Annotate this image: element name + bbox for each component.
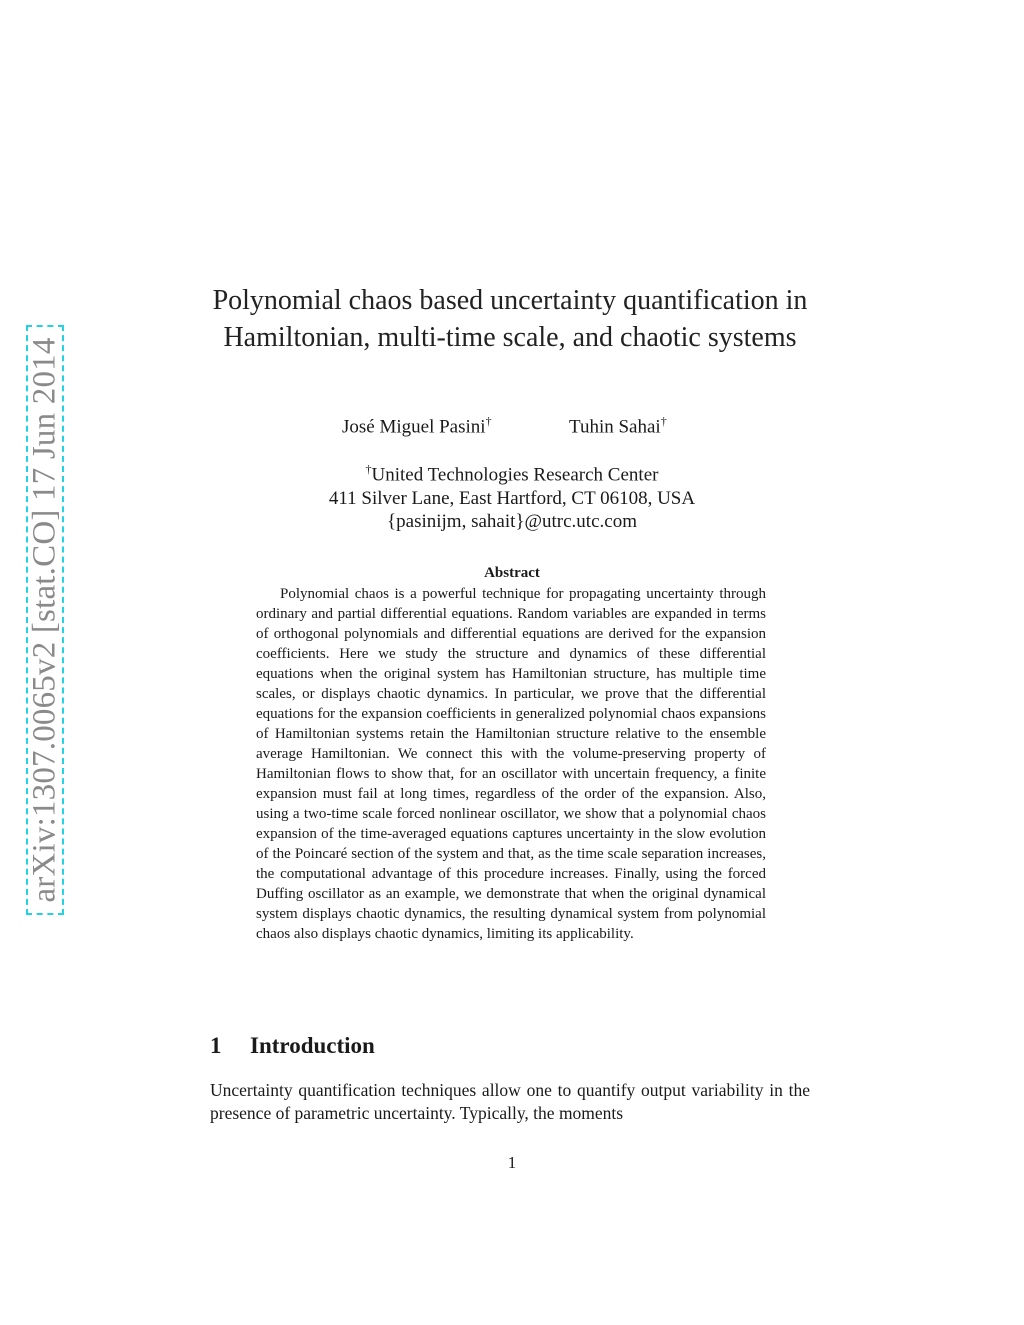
affiliation-mark: † bbox=[365, 462, 372, 476]
arxiv-id: arXiv:1307.0065v2 [stat.CO] 17 Jun 2014 bbox=[26, 337, 63, 903]
abstract-heading: Abstract bbox=[484, 565, 540, 581]
page-number: 1 bbox=[507, 1153, 517, 1172]
section-title: Introduction bbox=[250, 1033, 375, 1058]
abstract-text: Polynomial chaos is a powerful technique for propagating uncertainty through ordinary and partial differential equations. Random variables are expanded in terms of orthogonal polynomials and differential equations are derived for the expansion coefficients. Here we study the structure and dynamics of these differential equations when the original system has Hamiltonian structure, has multiple time scales, or displays chaotic dynamics. In particular, we prove that the differential equations for the expansion coefficients in generalized polynomial chaos expansions of Hamiltonian systems retain the Hamiltonian structure relative to the ensemble average Hamiltonian. We connect this with the volume-preserving property of Hamiltonian flows to show that, for an oscillator with uncertain frequency, a finite expansion must fail at long times, regardless of the order of the expansion. Also, using a two-time scale forced nonlinear oscillator, we show that a polynomial chaos expansion of the time-averaged equations captures uncertainty in the slow evolution of the Poincaré section of the system and that, as the time scale separation increases, the computational advantage of this procedure increases. Finally, using the forced Duffing oscillator as an example, we demonstrate that when the original dynamical system displays chaotic dynamics, the resulting dynamical system from polynomial chaos also displays chaotic dynamics, limiting its applicability. bbox=[256, 586, 766, 942]
affiliation-address: 411 Silver Lane, East Hartford, CT 06108, USA bbox=[328, 487, 696, 509]
author-1 bbox=[342, 414, 492, 438]
section-number: 1 bbox=[210, 1033, 222, 1058]
author-2 bbox=[569, 414, 667, 438]
affiliation-org: United Technologies Research Center bbox=[371, 464, 659, 486]
author-2-name: Tuhin Sahai bbox=[569, 416, 661, 438]
affiliation-email: {pasinijm, sahait}@utrc.utc.com bbox=[387, 511, 637, 533]
author-1-name: José Miguel Pasini bbox=[342, 416, 486, 438]
paper-title: Polynomial chaos based uncertainty quantification in Hamiltonian, multi-time scale, and chaotic systems bbox=[212, 285, 808, 353]
affiliation-org-line bbox=[0, 458, 1024, 487]
author-2-mark: † bbox=[660, 414, 667, 428]
section-heading bbox=[210, 1033, 375, 1059]
affiliation bbox=[0, 458, 1024, 534]
author-list bbox=[0, 414, 1024, 440]
introduction-text: Uncertainty quantification techniques allow one to quantify output variability in the presence of parametric uncertainty. Typically, the moments bbox=[210, 1080, 810, 1123]
author-1-mark: † bbox=[485, 414, 492, 428]
